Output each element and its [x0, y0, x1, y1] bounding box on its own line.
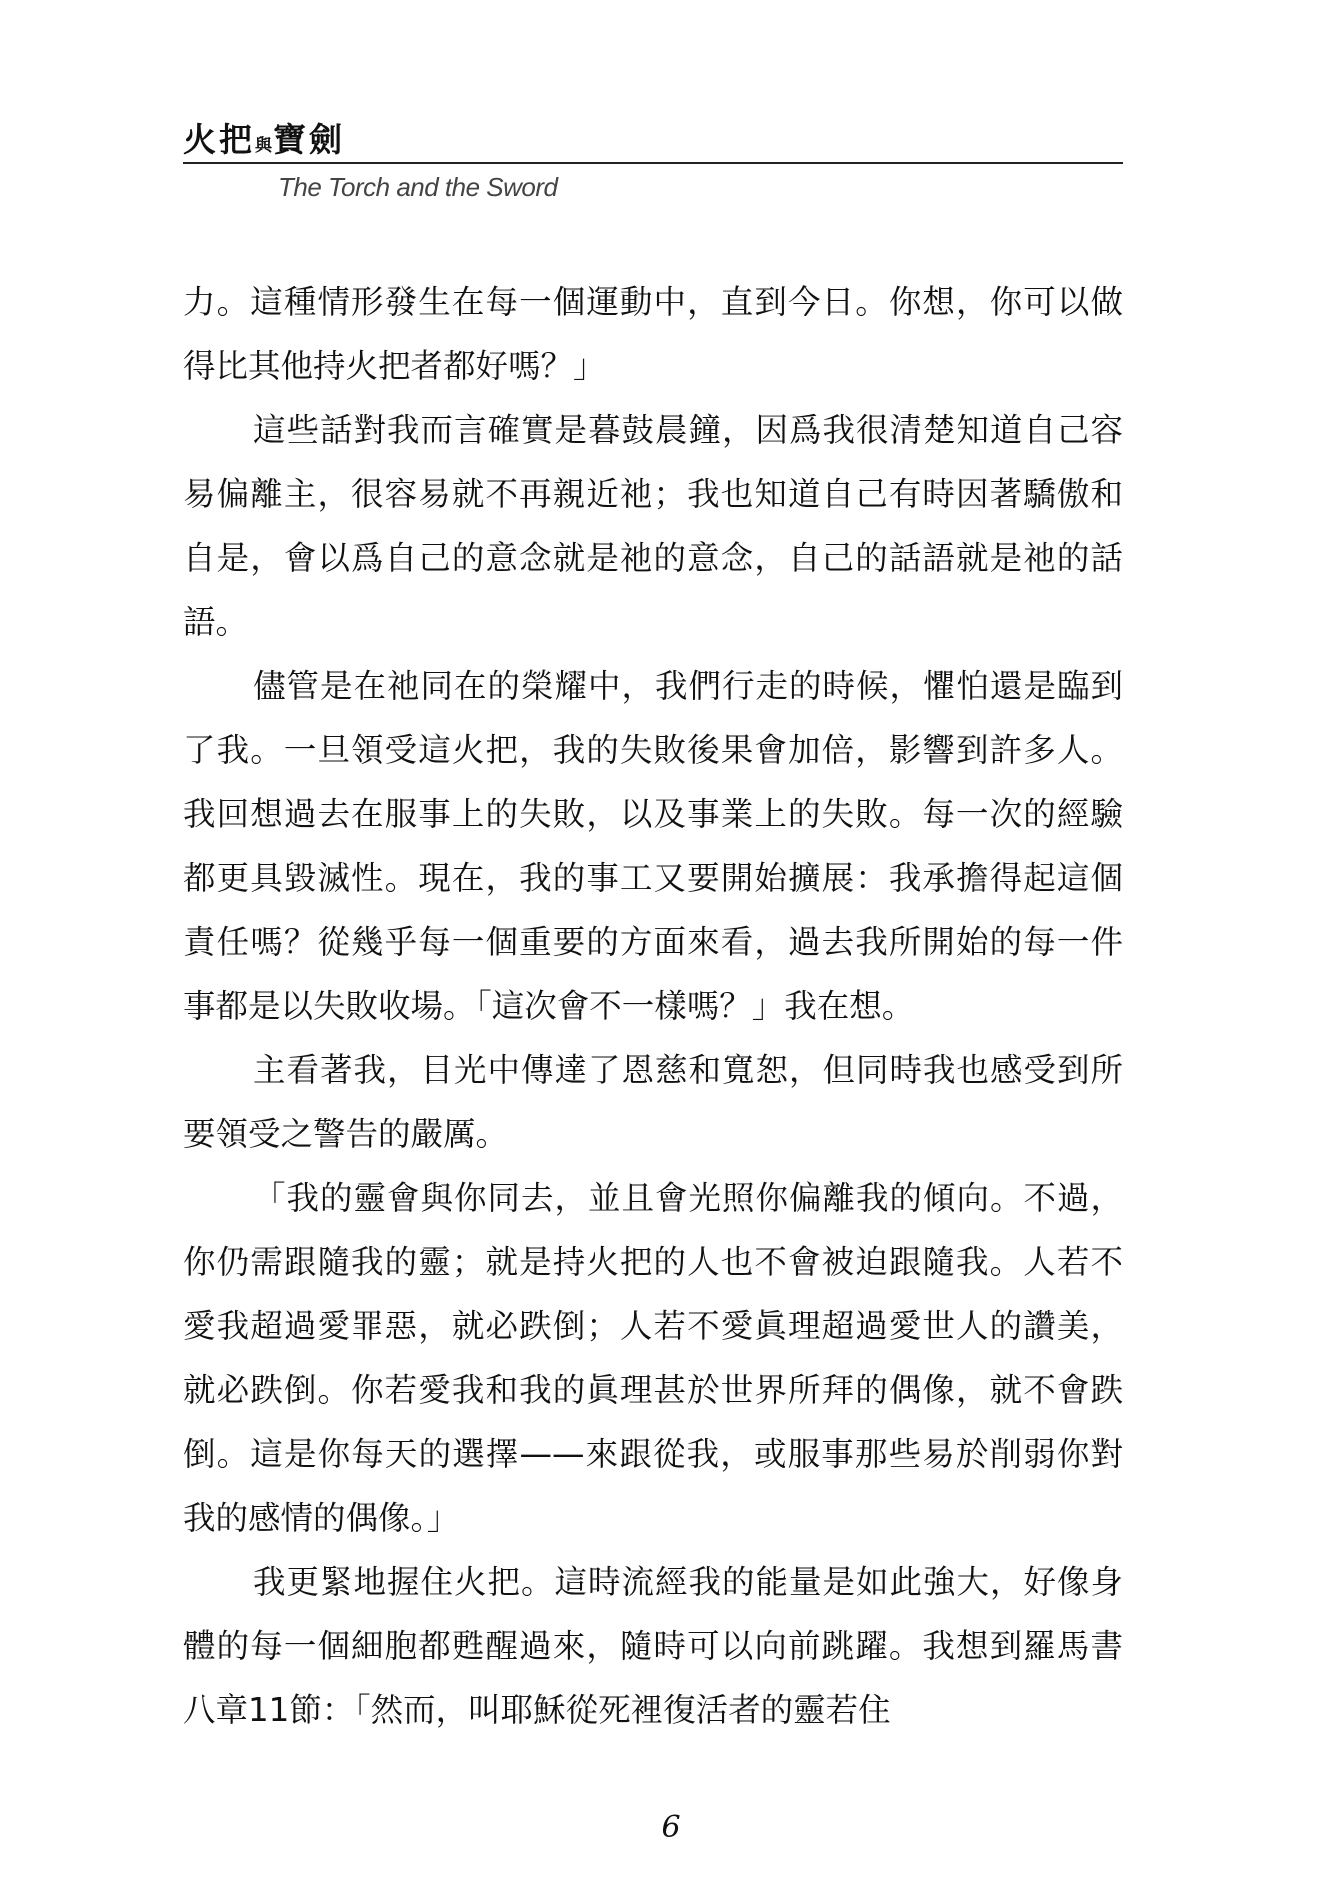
running-header	[183, 120, 1123, 202]
page-body	[183, 270, 1123, 1742]
paragraph: 我更緊地握住火把。這時流經我的能量是如此強大，好像身體的每一個細胞都甦醒過來，隨時可以向前跳躍。我想到羅馬書八章11節：「然而，叫耶穌從死裡復活者的靈若住	[183, 1563, 1123, 1729]
book-title-part1: 火把	[183, 120, 255, 159]
page-number: 6	[661, 1810, 681, 1845]
book-subtitle: The Torch and the Sword	[278, 172, 558, 202]
paragraph: 儘管是在祂同在的榮耀中，我們行走的時候，懼怕還是臨到了我。一旦領受這火把，我的失敗後果會加倍，影響到許多人。我回想過去在服事上的失敗，以及事業上的失敗。每一次的經驗都更具毀滅性。現在，我的事工又要開始擴展：我承擔得起這個責任嗎？從幾乎每一個重要的方面來看，過去我所開始的每一件事都是以失敗收場。「這次會不一樣嗎？」我在想。	[183, 667, 1123, 1025]
book-title	[183, 120, 1123, 166]
paragraph-continued: 力。這種情形發生在每一個運動中，直到今日。你想，你可以做得比其他持火把者都好嗎？」	[183, 283, 1123, 385]
paragraph: 主看著我，目光中傳達了恩慈和寬恕，但同時我也感受到所要領受之警告的嚴厲。	[183, 1051, 1123, 1153]
book-title-connector: 與	[255, 136, 273, 156]
paragraph-quote: 「我的靈會與你同去，並且會光照你偏離我的傾向。不過，你仍需跟隨我的靈；就是持火把的人也不會被迫跟隨我。人若不愛我超過愛罪惡，就必跌倒；人若不愛眞理超過愛世人的讚美，就必跌倒。你若愛我和我的眞理甚於世界所拜的偶像，就不會跌倒。這是你每天的選擇——來跟從我，或服事那些易於削弱你對我的感情的偶像。」	[183, 1179, 1123, 1537]
header-divider	[183, 162, 1123, 164]
paragraph: 這些話對我而言確實是暮鼓晨鐘，因爲我很清楚知道自己容易偏離主，很容易就不再親近祂；我也知道自己有時因著驕傲和自是，會以爲自己的意念就是祂的意念，自己的話語就是祂的話語。	[183, 411, 1123, 641]
book-title-part2: 寶劍	[273, 120, 345, 159]
